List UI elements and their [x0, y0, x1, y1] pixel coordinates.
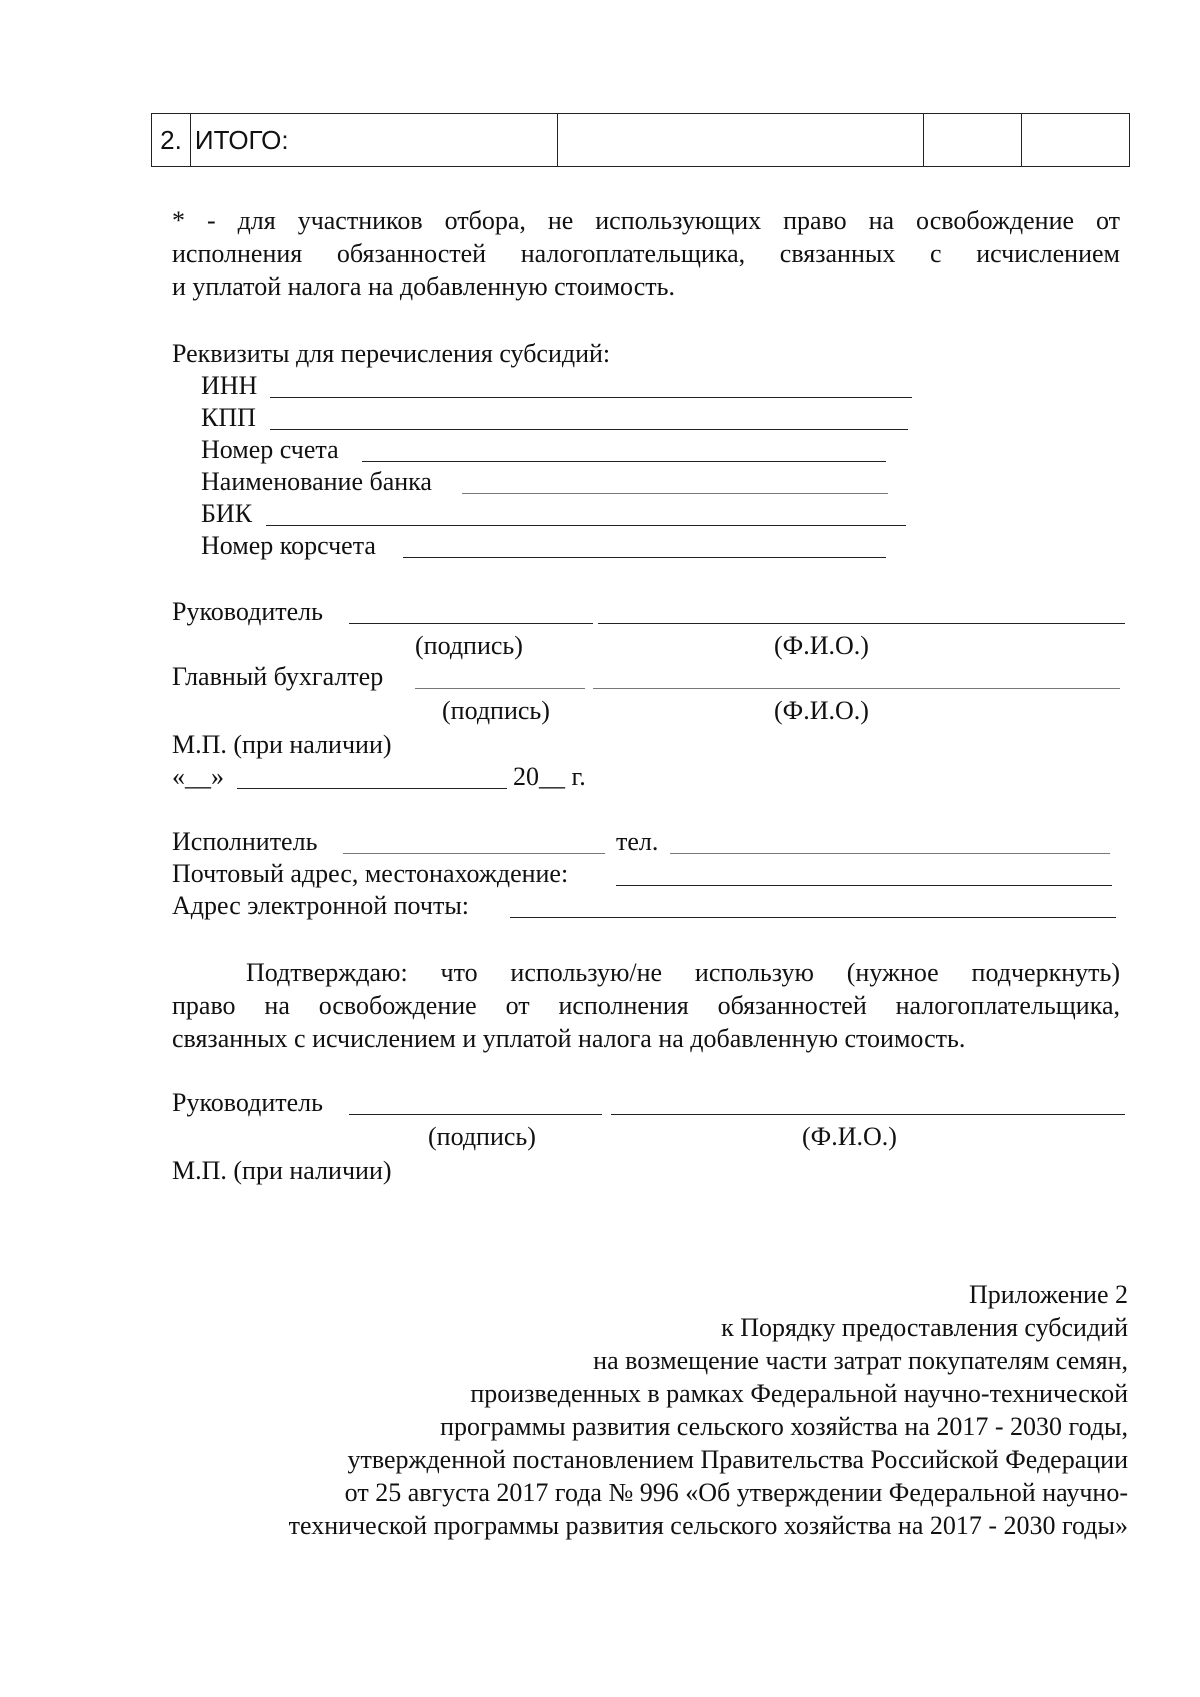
name-caption: (Ф.И.О.)	[774, 696, 869, 725]
bank-label: Наименование банка	[201, 467, 432, 496]
email-label: Адрес электронной почты:	[172, 891, 470, 920]
date-month-field[interactable]	[237, 788, 507, 789]
head-label: Руководитель	[172, 1088, 323, 1117]
corr-account-field[interactable]	[403, 557, 886, 558]
head-name-field[interactable]	[598, 623, 1125, 624]
stamp-label: М.П. (при наличии)	[172, 1156, 392, 1185]
value-cell-2	[923, 114, 1021, 167]
head-label: Руководитель	[172, 597, 323, 626]
bik-label: БИК	[201, 499, 253, 528]
head-signature-field[interactable]	[349, 1114, 602, 1115]
phone-field[interactable]	[670, 853, 1110, 854]
executor-label: Исполнитель	[172, 827, 318, 856]
table-row	[152, 114, 1130, 167]
signature-caption: (подпись)	[415, 631, 523, 660]
head-signature-field[interactable]	[349, 623, 593, 624]
chief-accountant-label: Главный бухгалтер	[172, 662, 384, 691]
postal-address-label: Почтовый адрес, местонахождение:	[172, 859, 569, 888]
head-name-field[interactable]	[611, 1114, 1125, 1115]
appendix-line: утвержденной постановлением Правительства Российской Федерации	[347, 1445, 1128, 1474]
name-caption: (Ф.И.О.)	[802, 1122, 897, 1151]
value-cell-3	[1021, 114, 1129, 167]
inn-label: ИНН	[201, 371, 258, 400]
bank-field[interactable]	[462, 493, 888, 494]
footnote-line: исполнения обязанностей налогоплательщика, связанных с исчислением	[172, 239, 1120, 268]
postal-address-field[interactable]	[616, 885, 1112, 886]
confirmation-line: право на освобождение от исполнения обязанностей налогоплательщика,	[172, 991, 1120, 1020]
footnote-line: * - для участников отбора, не использующих право на освобождение от	[172, 206, 1120, 235]
appendix-line: технической программы развития сельского хозяйства на 2017 - 2030 годы»	[288, 1511, 1128, 1540]
inn-field[interactable]	[270, 397, 912, 398]
appendix-line: Приложение 2	[968, 1280, 1128, 1309]
appendix-line: к Порядку предоставления субсидий	[721, 1313, 1128, 1342]
value-cell-1	[557, 114, 923, 167]
confirmation-line: связанных с исчислением и уплатой налога на добавленную стоимость.	[172, 1024, 966, 1053]
account-field[interactable]	[362, 461, 886, 462]
account-label: Номер счета	[201, 435, 339, 464]
vat-footnote	[172, 204, 1120, 303]
signature-caption: (подпись)	[442, 696, 550, 725]
name-caption: (Ф.И.О.)	[774, 631, 869, 660]
appendix-line: произведенных в рамках Федеральной научно-технической	[470, 1379, 1128, 1408]
appendix-line: программы развития сельского хозяйства на 2017 - 2030 годы,	[440, 1412, 1128, 1441]
accountant-name-field[interactable]	[593, 688, 1120, 689]
appendix-line: от 25 августа 2017 года № 996 «Об утверждении Федеральной научно-	[344, 1478, 1128, 1507]
row-label-cell: ИТОГО:	[190, 114, 557, 167]
date-day: «__»	[172, 762, 224, 791]
email-field[interactable]	[510, 917, 1116, 918]
executor-field[interactable]	[343, 853, 605, 854]
kpp-label: КПП	[201, 403, 256, 432]
date-year: 20__ г.	[513, 762, 586, 791]
bik-field[interactable]	[266, 525, 906, 526]
footnote-line: и уплатой налога на добавленную стоимость.	[172, 272, 675, 301]
corr-account-label: Номер корсчета	[201, 531, 376, 560]
confirmation-line: Подтверждаю: что использую/не использую (нужное подчеркнуть)	[246, 958, 1120, 987]
kpp-field[interactable]	[270, 429, 908, 430]
stamp-label: М.П. (при наличии)	[172, 730, 392, 759]
signature-caption: (подпись)	[428, 1122, 536, 1151]
appendix-line: на возмещение части затрат покупателям семян,	[593, 1346, 1128, 1375]
row-number-cell: 2.	[152, 114, 191, 167]
appendix-header	[289, 1278, 1128, 1542]
phone-label: тел.	[616, 827, 659, 856]
requisites-heading: Реквизиты для перечисления субсидий:	[172, 339, 611, 368]
vat-confirmation	[172, 956, 1120, 1055]
accountant-signature-field[interactable]	[415, 688, 585, 689]
total-table	[151, 113, 1130, 167]
